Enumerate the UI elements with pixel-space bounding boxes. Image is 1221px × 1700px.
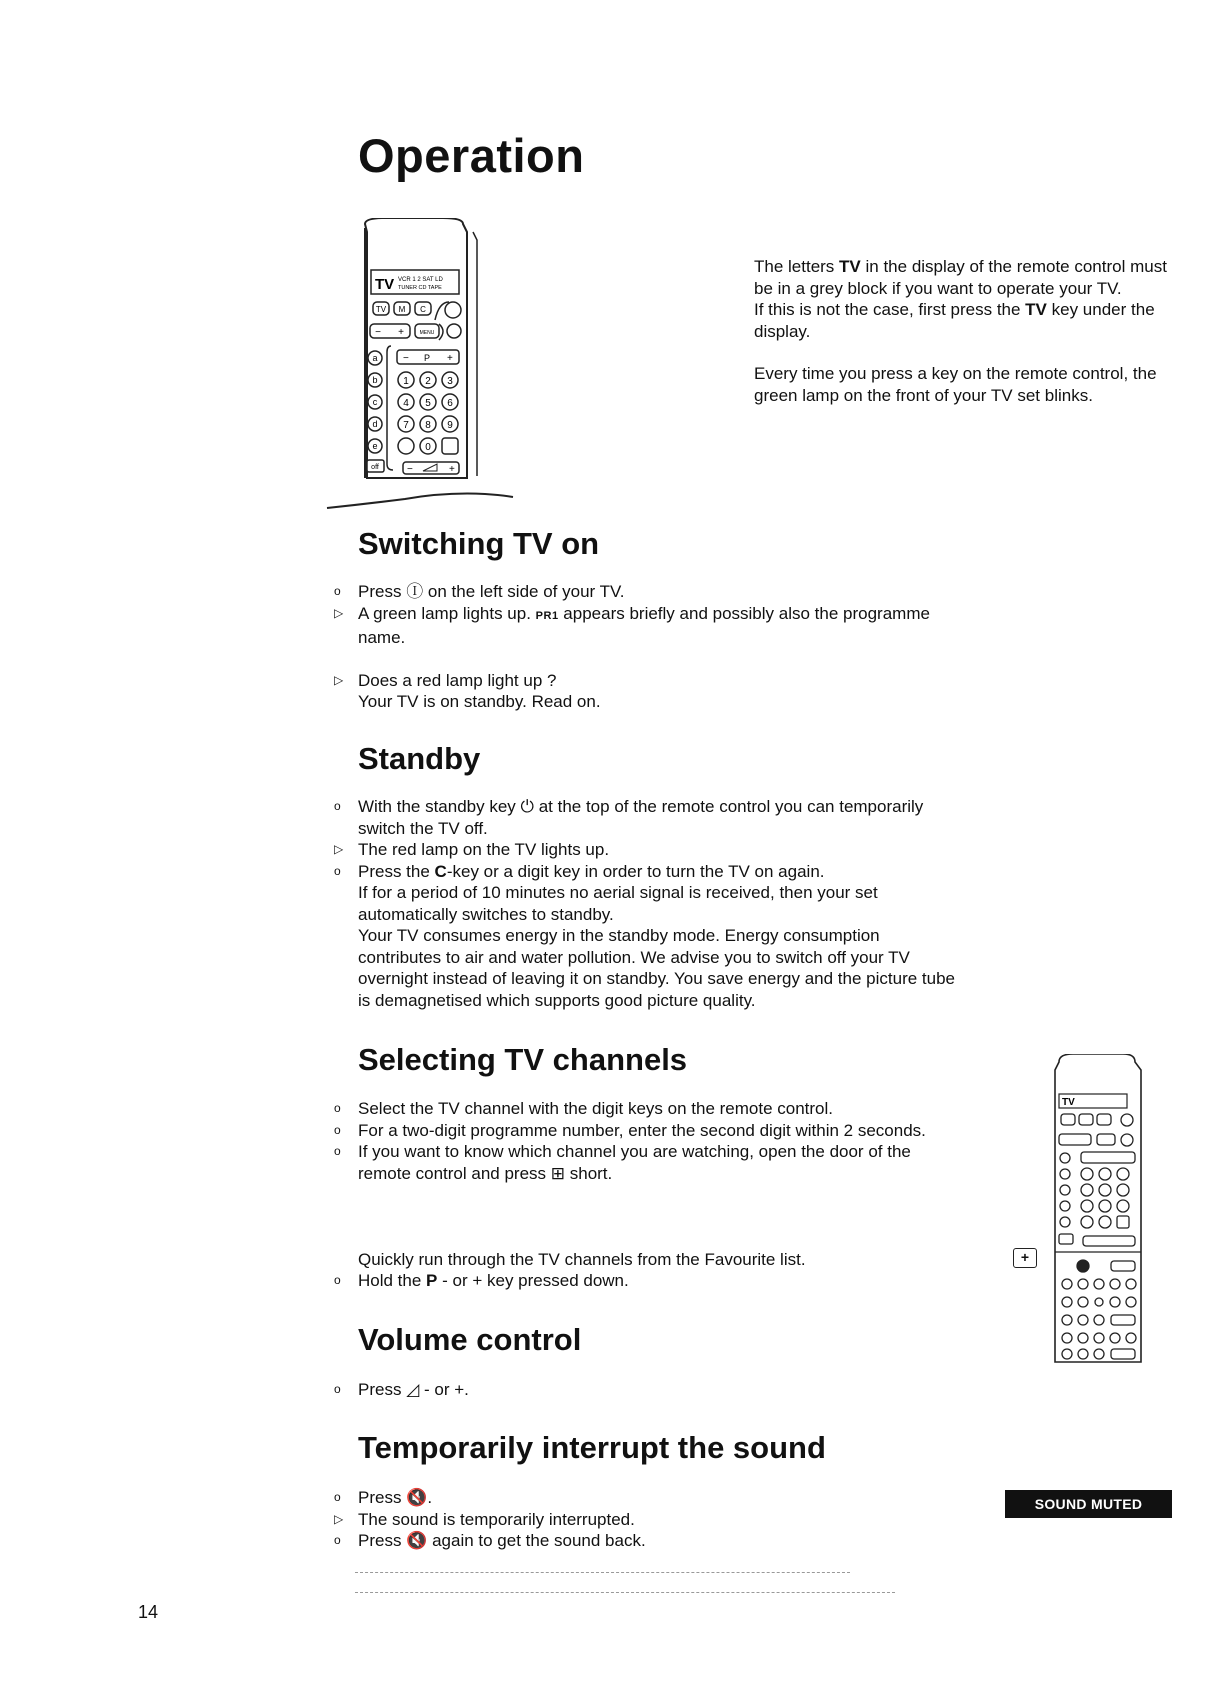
remote-control-illustration [325,218,525,513]
remote-digit-8: 8 [425,420,431,431]
remote-digit-5: 5 [425,398,431,409]
sound-muted-osd: SOUND MUTED [1005,1490,1172,1518]
remote-side-key-a: a [372,353,378,363]
list-item: o Press ◿ - or +. [334,1380,469,1399]
remote-key-c: C [420,305,426,314]
svg-text:−: − [403,353,409,364]
remote-digit-1: 1 [403,376,409,387]
list-item: o Select the TV channel with the digit keys on the remote control. [334,1099,834,1118]
list-item: ▷ The sound is temporarily interrupted. [334,1509,635,1529]
list-item: o For a two-digit programme number, enter the second digit within 2 seconds. [334,1120,926,1140]
switching-list [334,581,934,713]
list-item: o Press the C-key or a digit key in order to turn the TV on again. If for a period of 10 minutes no aerial signal is received, then your set automatically switches to standby. Your TV consumes energy in the standby mode. Energy consumption contributes to air and water pollution. We advise you to switch off your TV overnight instead of leaving it on standby. You save energy and the picture tube is demagnetised which supports good picture quality. [334,861,955,1010]
remote-digit-6: 6 [447,398,453,409]
mute-list [334,1487,934,1552]
divider [355,1592,895,1593]
mute-icon: 🔇 [406,1488,428,1507]
volume-list [334,1379,934,1401]
svg-text:−: − [375,327,381,338]
heading-volume-control: Volume control [358,1322,582,1357]
divider [355,1572,850,1573]
intro-paragraph-3: Every time you press a key on the remote control, the green lamp on the front of your TV set blinks. [754,364,1157,405]
svg-text:+: + [398,327,404,338]
remote-digit-4: 4 [403,398,409,409]
remote-key-menu: MENU [419,330,435,336]
intro-paragraph-2: If this is not the case, first press the TV key under the display. [754,300,1155,341]
intro-paragraph-1: The letters TV in the display of the remote control must be in a grey block if you want to operate your TV. [754,257,1167,298]
list-item: o With the standby key ⏻ at the top of the remote control you can temporarily switch the TV off. [334,797,924,838]
remote-digit-7: 7 [403,420,409,431]
selecting-list [334,1098,964,1184]
list-item: o Press 🔇 again to get the sound back. [334,1531,646,1550]
remote-display-sources-1: VCR 1 2 SAT LD [398,277,443,283]
list-item: o Hold the P - or + key pressed down. [334,1271,629,1290]
remote-side-key-b: b [372,375,378,385]
favourite-list [334,1270,964,1292]
volume-icon: ◿ [406,1380,420,1399]
page-title: Operation [358,129,585,182]
list-item: ▷ A green lamp lights up. PR1 appears briefly and possibly also the programme name. [334,603,930,647]
remote-digit-0: 0 [425,442,431,453]
remote-digit-2: 2 [425,376,431,387]
standby-list [334,796,964,1011]
mute-icon: 🔇 [406,1531,428,1550]
heading-temporarily-interrupt-sound: Temporarily interrupt the sound [358,1430,826,1465]
remote2-display-tv: TV [1062,1097,1075,1108]
list-item: o If you want to know which channel you are watching, open the door of the remote control and press ⊞ short. [334,1142,911,1183]
info-key-icon: + [1013,1248,1037,1268]
remote-display-tv: TV [375,276,395,293]
svg-text:+: + [449,464,455,475]
remote-key-off: off [371,464,379,471]
remote-digit-3: 3 [447,376,453,387]
svg-text:−: − [407,464,413,475]
remote-digit-9: 9 [447,420,453,431]
remote-side-key-d: d [372,419,378,429]
remote-key-tv: TV [375,305,387,314]
heading-standby: Standby [358,741,481,776]
list-item: o Press 🔇. [334,1488,433,1507]
standby-icon: ⏻ [520,797,534,816]
page-number: 14 [138,1602,159,1622]
svg-text:+: + [447,353,453,364]
power-icon: Ⓘ [406,582,424,601]
list-item: ▷ The red lamp on the TV lights up. [334,840,610,859]
remote-control-illustration-2 [1053,1054,1145,1366]
remote-key-m: M [398,305,406,314]
intro-text [754,256,1190,406]
list-item: ▷ Does a red lamp light up ? Your TV is on standby. Read on. [334,670,601,711]
heading-switching-tv-on: Switching TV on [358,526,600,561]
info-key-icon: ⊞ [550,1163,566,1183]
heading-selecting-tv-channels: Selecting TV channels [358,1042,688,1077]
remote-key-p: P [423,353,431,363]
remote-display-sources-2: TUNER CD TAPE [398,285,442,291]
list-item: o Press Ⓘ on the left side of your TV. [334,582,625,601]
remote-side-key-c: c [372,397,378,407]
remote-side-key-e: e [372,441,378,451]
favourite-text: Quickly run through the TV channels from the Favourite list. [358,1250,806,1269]
